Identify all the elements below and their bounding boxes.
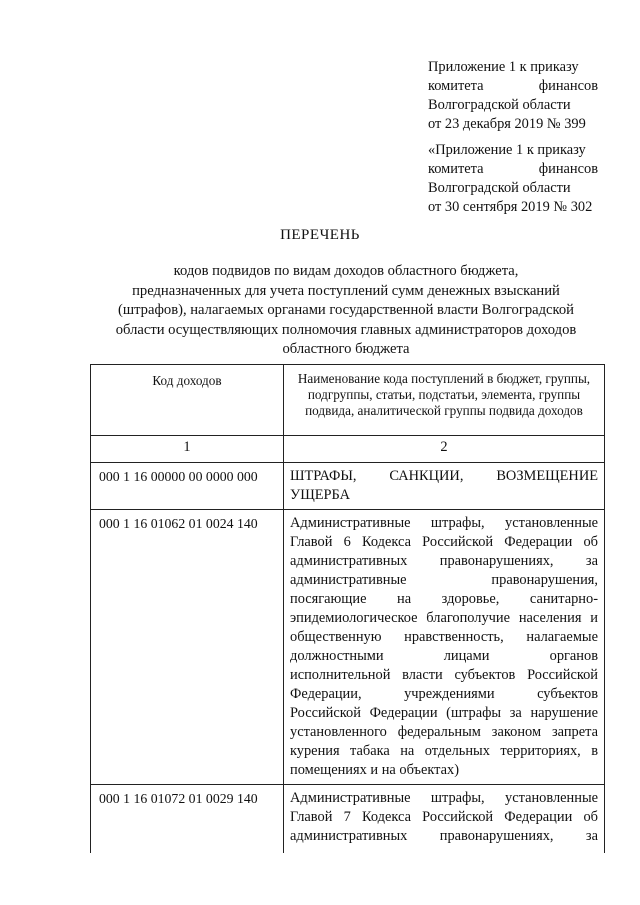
table-row	[91, 785, 605, 854]
name-line: Административные штрафы, установленные	[290, 790, 598, 806]
name-line: Российской Федерации (штрафы за нарушение	[290, 705, 598, 721]
name-line: Административные штрафы, установленные	[290, 515, 598, 531]
annex-line: Приложение 1 к приказу	[428, 59, 579, 75]
name-line: ШТРАФЫ, САНКЦИИ, ВОЗМЕЩЕНИЕ	[290, 468, 598, 484]
name-line: административных правонарушениях, за	[290, 828, 598, 844]
header-name: Наименование кода поступлений в бюджет, группы, подгруппы, статьи, подстатьи, элемента, группы подвида, аналитической группы подвида доходов	[284, 365, 605, 436]
annex-line: Волгоградской области	[428, 180, 571, 196]
name-line: исполнительной власти субъектов Российской	[290, 667, 598, 683]
name-line: УЩЕРБА	[290, 487, 350, 503]
name-line: Главой 6 Кодекса Российской Федерации об	[290, 534, 598, 550]
subtitle-line: кодов подвидов по видам доходов областного бюджета,	[173, 263, 519, 279]
name-line: посягающие на здоровье, санитарно-	[290, 591, 598, 607]
annex-current-block	[428, 58, 598, 134]
annex-line: комитета финансов	[428, 161, 598, 177]
subtitle-line: (штрафов), налагаемых органами государственной власти Волгоградской	[118, 302, 574, 319]
table-row	[91, 510, 605, 785]
subtitle-line: области осуществляющих полномочия главных администраторов доходов	[115, 321, 577, 338]
column-number-row	[91, 436, 605, 463]
annex-line: «Приложение 1 к приказу	[428, 142, 586, 158]
income-code: 000 1 16 01062 01 0024 140	[91, 510, 284, 785]
annex-line: комитета финансов	[428, 78, 598, 94]
income-name	[284, 785, 605, 854]
table-header-row	[91, 365, 605, 436]
income-code: 000 1 16 01072 01 0029 140	[91, 785, 284, 854]
annex-line: от 30 сентября 2019 № 302	[428, 199, 593, 215]
name-line: должностными лицами органов	[290, 648, 598, 664]
header-code: Код доходов	[91, 365, 284, 436]
annex-line: от 23 декабря 2019 № 399	[428, 116, 586, 132]
name-line: Федерации, учреждениями субъектов	[290, 686, 598, 702]
subtitle-line: предназначенных для учета поступлений сумм денежных взысканий	[132, 282, 560, 299]
name-line: эпидемиологическое благополучие населения и	[290, 610, 598, 626]
document-title: ПЕРЕЧЕНЬ	[280, 227, 360, 243]
income-name	[284, 463, 605, 510]
name-line: общественную нравственность, налагаемые	[290, 629, 598, 645]
column-number: 2	[284, 436, 605, 463]
name-line: административных правонарушениях, за	[290, 553, 598, 569]
income-name	[284, 510, 605, 785]
income-codes-table	[90, 364, 605, 853]
name-line: курения табака на отдельных территориях, в	[290, 743, 598, 759]
name-line: установленного федеральным законом запрета	[290, 724, 598, 740]
annex-line: Волгоградской области	[428, 97, 571, 113]
name-line: административные правонарушения,	[290, 572, 598, 588]
subtitle-line: областного бюджета	[282, 341, 410, 358]
income-code: 000 1 16 00000 00 0000 000	[91, 463, 284, 510]
annex-previous-block	[428, 141, 598, 217]
table-row	[91, 463, 605, 510]
document-subtitle	[96, 262, 596, 360]
name-line: Главой 7 Кодекса Российской Федерации об	[290, 809, 598, 825]
name-line: помещениях и на объектах)	[290, 762, 460, 778]
column-number: 1	[91, 436, 284, 463]
